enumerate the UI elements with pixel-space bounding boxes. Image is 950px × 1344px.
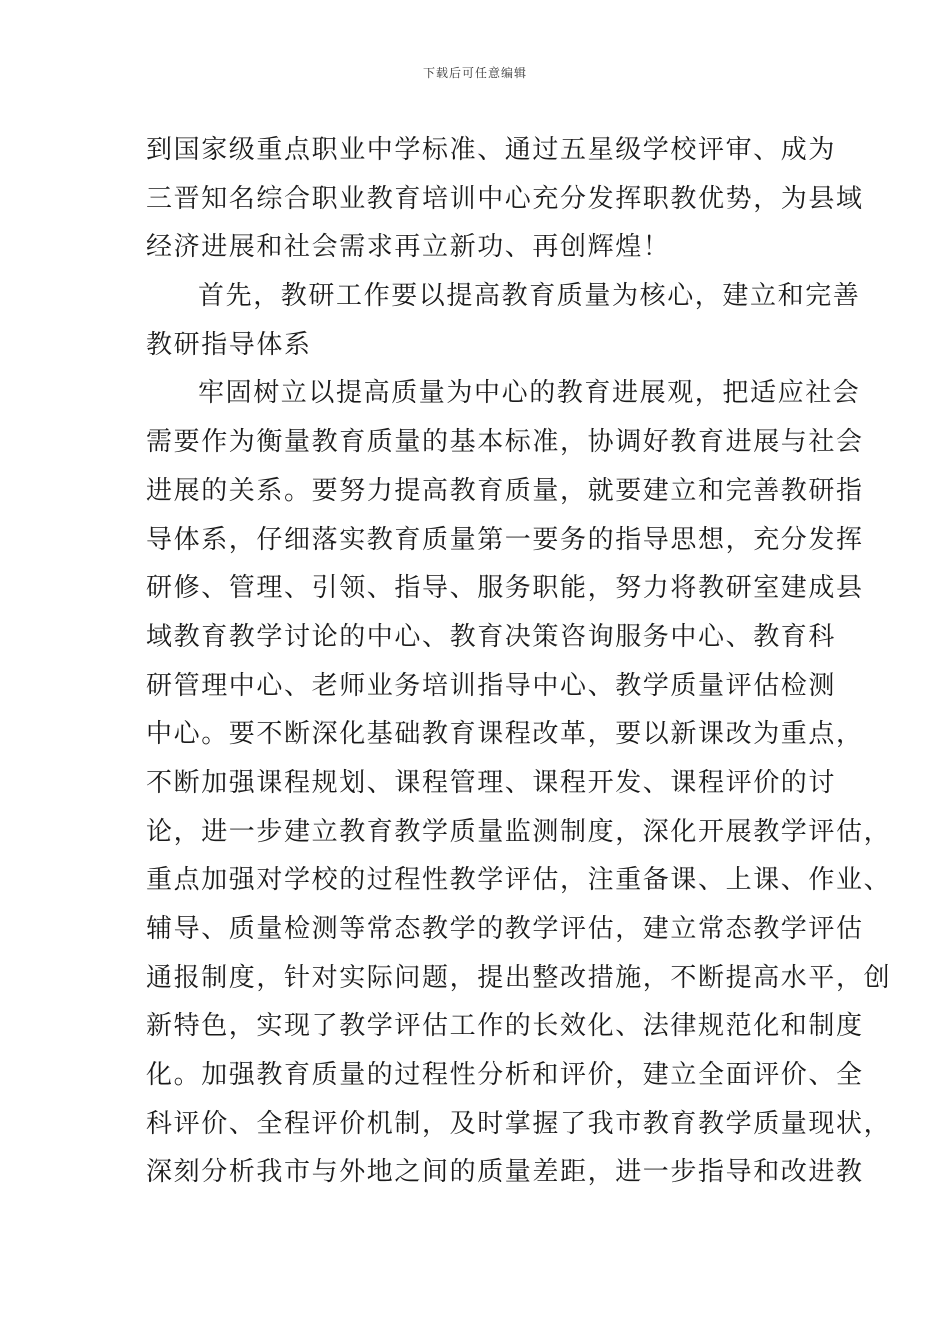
text-line: 深刻分析我市与外地之间的质量差距，进一步指导和改进教 bbox=[146, 1157, 864, 1188]
text-line: 三晋知名综合职业教育培训中心充分发挥职教优势，为县域 bbox=[146, 183, 864, 214]
paragraph-2-heading bbox=[146, 272, 861, 369]
text-line: 论，进一步建立教育教学质量监测制度，深化开展教学评估， bbox=[146, 816, 892, 847]
text-line: 域教育教学讨论的中心、教育决策咨询服务中心、教育科 bbox=[146, 621, 837, 652]
text-line: 中心。要不断深化基础教育课程改革，要以新课改为重点， bbox=[146, 719, 864, 750]
text-line: 研修、管理、引领、指导、服务职能，努力将教研室建成县 bbox=[146, 573, 864, 604]
text-line: 首先，教研工作要以提高教育质量为核心，建立和完善 bbox=[198, 281, 861, 312]
text-line: 导体系，仔细落实教育质量第一要务的指导思想，充分发挥 bbox=[146, 524, 864, 555]
paragraph-1 bbox=[146, 126, 864, 272]
text-line: 科评价、全程评价机制，及时掌握了我市教育教学质量现状， bbox=[146, 1108, 892, 1139]
text-line: 需要作为衡量教育质量的基本标准，协调好教育进展与社会 bbox=[146, 427, 864, 458]
page-header: 下载后可任意编辑 bbox=[422, 66, 527, 80]
paragraph-3 bbox=[146, 369, 892, 1197]
text-line: 通报制度，针对实际问题，提出整改措施，不断提高水平，创 bbox=[146, 962, 892, 993]
document-body bbox=[146, 126, 892, 1197]
text-line: 研管理中心、老师业务培训指导中心、教学质量评估检测 bbox=[146, 670, 837, 701]
text-line: 教研指导体系 bbox=[146, 329, 312, 360]
text-line: 进展的关系。要努力提高教育质量，就要建立和完善教研指 bbox=[146, 475, 864, 506]
text-line: 牢固树立以提高质量为中心的教育进展观，把适应社会 bbox=[198, 378, 861, 409]
text-line: 化。加强教育质量的过程性分析和评价，建立全面评价、全 bbox=[146, 1060, 864, 1091]
text-line: 新特色，实现了教学评估工作的长效化、法律规范化和制度 bbox=[146, 1011, 864, 1042]
text-line: 重点加强对学校的过程性教学评估，注重备课、上课、作业、 bbox=[146, 865, 892, 896]
text-line: 经济进展和社会需求再立新功、再创辉煌！ bbox=[146, 232, 671, 263]
text-line: 辅导、质量检测等常态教学的教学评估，建立常态教学评估 bbox=[146, 914, 864, 944]
text-line: 不断加强课程规划、课程管理、课程开发、课程评价的讨 bbox=[146, 767, 837, 798]
text-line: 到国家级重点职业中学标准、通过五星级学校评审、成为 bbox=[146, 135, 837, 165]
